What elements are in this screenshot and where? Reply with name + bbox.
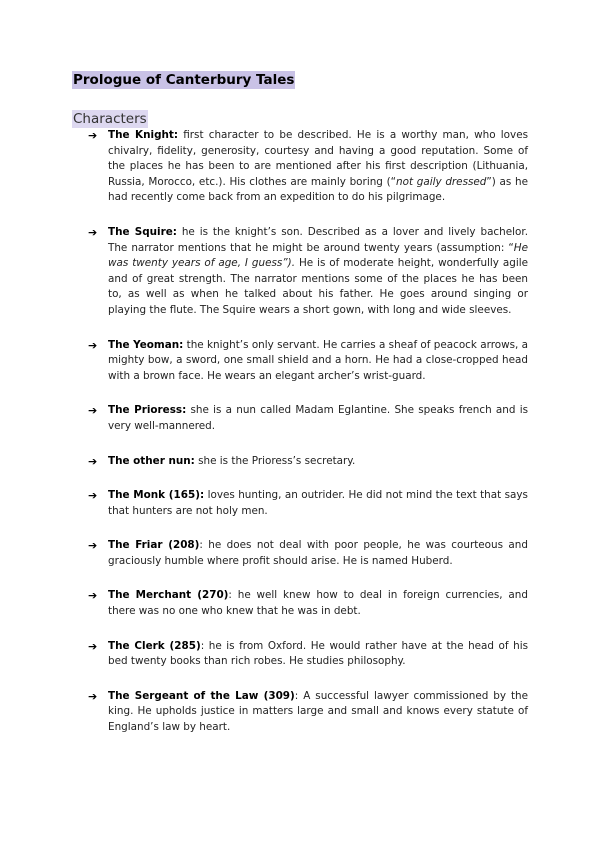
- arrow-bullet-icon: ➔: [88, 454, 98, 468]
- character-name: The Prioress:: [108, 404, 187, 417]
- arrow-bullet-icon: ➔: [88, 589, 98, 603]
- character-entry: [88, 538, 528, 569]
- arrow-bullet-icon: ➔: [88, 639, 98, 653]
- character-entry: [88, 225, 528, 319]
- character-entry: [88, 588, 528, 619]
- arrow-bullet-icon: ➔: [88, 489, 98, 503]
- arrow-bullet-icon: ➔: [88, 129, 98, 142]
- description-text: He is of moderate height, wonderfully agile and of great strength. The narrator mentions some of the places he has been to, as well as when he talked about his father. He goes around singing or playing the flute. The Squire wears a short gown, with long and wide sleeves.: [108, 257, 528, 316]
- character-entry: [88, 639, 528, 670]
- description-text: : he is from Oxford. He would rather have at the head of his bed twenty books than rich robes. He studies philosophy.: [108, 639, 528, 668]
- character-name: The Monk (165):: [108, 489, 205, 502]
- character-entry: [88, 128, 528, 206]
- description-text: ”) as he had recently come back from an expedition to do his pilgrimage.: [108, 175, 528, 204]
- character-entry: [88, 689, 528, 736]
- description-text: she is the Prioress’s secretary.: [194, 454, 356, 467]
- arrow-bullet-icon: ➔: [88, 539, 98, 553]
- description-text: she is a nun called Madam Eglantine. She speaks french and is very well-mannered.: [108, 404, 528, 432]
- description-text: : he does not deal with poor people, he was courteous and graciously humble where profit should arise. He is named Huberd.: [108, 539, 528, 567]
- arrow-bullet-icon: ➔: [88, 338, 98, 352]
- character-name: The other nun:: [108, 454, 195, 467]
- description-text: first character to be described. He is a worthy man, who loves chivalry, fidelity, generosity, courtesy and having a good reputation. Some of the places he has been to are mentioned after his first description (Lithuania, Russia, Morocco, etc.). His clothes are mainly boring (“: [108, 129, 528, 188]
- character-entry: [88, 338, 528, 385]
- description-text: : he well knew how to deal in foreign currencies, and there was no one who knew that he was in debt.: [108, 589, 528, 618]
- character-name: The Squire:: [108, 225, 177, 238]
- description-text: : A successful lawyer commissioned by the king. He upholds justice in matters large and small and knows every statute of England’s law by heart.: [108, 689, 528, 734]
- description-text: loves hunting, an outrider. He did not mind the text that says that hunters are not holy men.: [108, 489, 528, 517]
- page-title: Prologue of Canterbury Tales: [73, 72, 295, 88]
- quotation-text: He was twenty years of age, I guess”).: [108, 241, 528, 270]
- character-name: The Sergeant of the Law (309): [108, 689, 295, 702]
- character-name: The Clerk (285): [108, 639, 201, 652]
- character-entry: [88, 488, 528, 519]
- quotation-text: not gaily dressed: [396, 175, 487, 188]
- arrow-bullet-icon: ➔: [88, 404, 98, 418]
- character-entry: [88, 403, 528, 434]
- description-text: the knight’s only servant. He carries a sheaf of peacock arrows, a mighty bow, a sword, one small shield and a horn. He had a close-cropped head with a brown face. He wears an elegant archer’s wrist-guard.: [108, 338, 529, 382]
- arrow-bullet-icon: ➔: [88, 225, 98, 239]
- character-name: The Merchant (270): [108, 589, 229, 602]
- character-name: The Yeoman:: [108, 338, 184, 351]
- description-text: he is the knight’s son. Described as a lover and lively bachelor. The narrator mentions that he might be around twenty years (assumption: “: [108, 225, 528, 254]
- character-name: The Knight:: [108, 129, 179, 141]
- character-name: The Friar (208): [108, 539, 200, 552]
- character-entry: [88, 454, 528, 470]
- section-heading: Characters: [73, 111, 147, 127]
- arrow-bullet-icon: ➔: [88, 689, 98, 703]
- character-list: [88, 128, 528, 736]
